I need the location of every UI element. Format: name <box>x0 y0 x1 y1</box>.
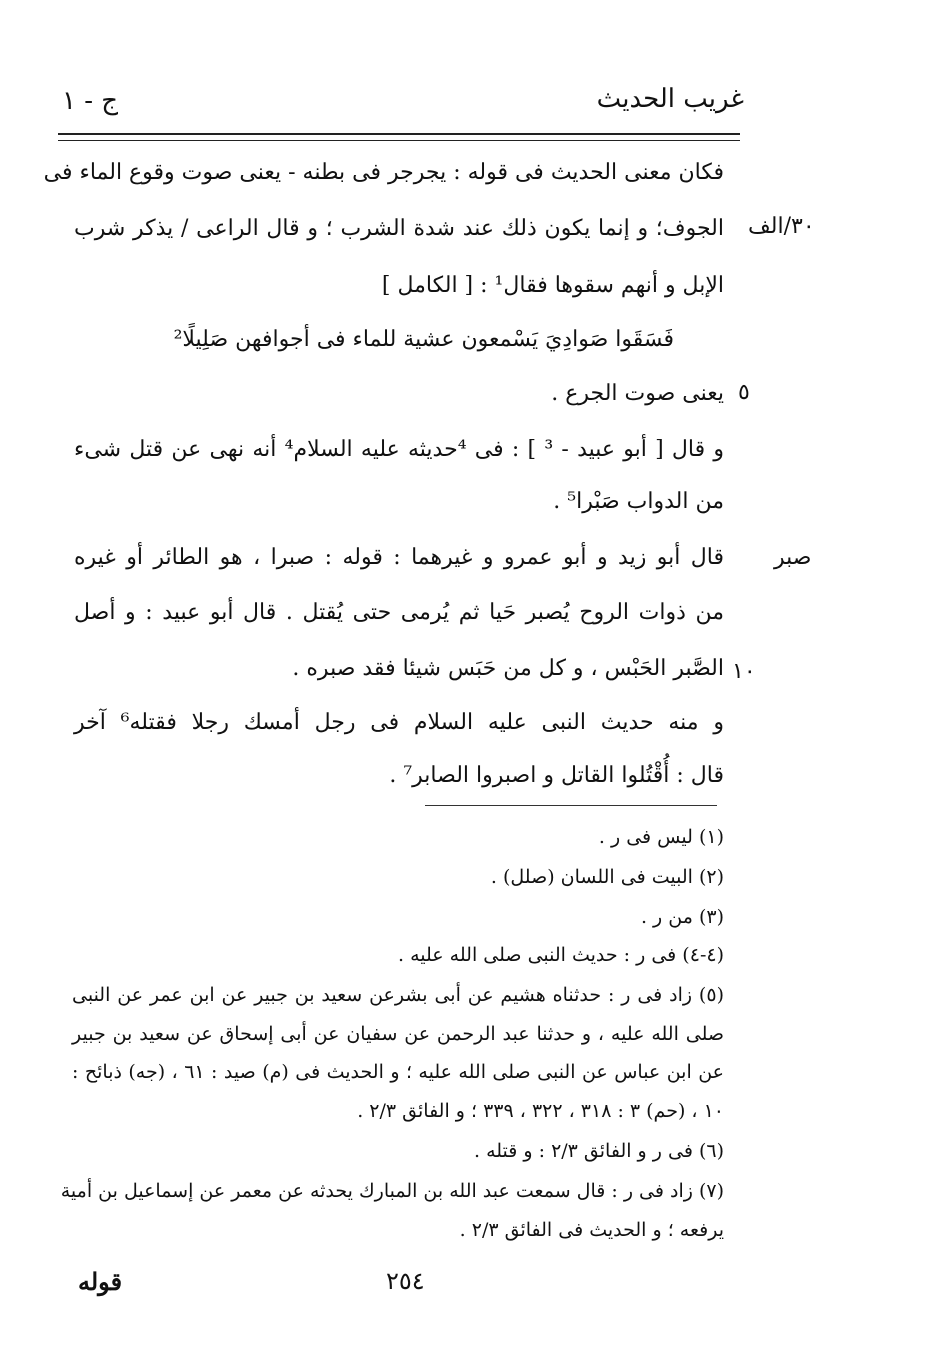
body-line-2: الجوف؛ و إنما يكون ذلك عند شدة الشرب ؛ و قال الراعى / يذكر شرب <box>74 216 724 241</box>
body-line-6: و قال [ أبو عبيد - ³ ] : فى ⁴حديثه عليه السلام⁴ أنه نهى عن قتل شىء <box>74 437 724 462</box>
folio-reference: ٣٠/الف <box>748 214 815 239</box>
header-rule-thick <box>58 133 740 135</box>
footnote-7-line-1: (٧) زاد فى ر : قال سمعت عبد الله بن المبارك يحدثه عن معمر عن إسماعيل بن أمية <box>60 1180 724 1202</box>
header-rule-thin <box>58 140 740 141</box>
body-line-7: من الدواب صَبْرا⁵ . <box>553 489 724 514</box>
footnote-5-line-1: (٥) زاد فى ر : حدثناه هشيم عن أبى بشرعن سعيد بن جبير عن ابن عمر عن النبى <box>72 984 724 1006</box>
body-line-5: يعنى صوت الجرع . <box>551 381 724 406</box>
verse-line: فَسَقَوا صَوادِيَ يَسْمعون عشية للماء فى أجوافهن صَلِيلًا² <box>173 327 674 352</box>
line-number-5: ٥ <box>738 380 750 405</box>
footnote-2: (٢) البيت فى اللسان (صلل) . <box>490 866 724 888</box>
body-line-3: الإبل و أنهم سقوها فقال¹ : [ الكامل ] <box>381 273 724 298</box>
footnote-3: (٣) من ر . <box>640 906 724 928</box>
footnote-4: (٤-٤) فى ر : حديث النبى صلى الله عليه . <box>398 944 724 966</box>
footnote-7-line-2: يرفعه ؛ و الحديث فى الفائق ٢/٣ . <box>459 1219 724 1241</box>
body-line-12: قال : أُقْتُلوا القاتل و اصبروا الصابر⁷ . <box>389 763 724 788</box>
catchword: قوله <box>78 1267 123 1296</box>
body-line-11: و منه حديث النبى عليه السلام فى رجل أمسك رجلا فقتله⁶ آخر <box>74 710 725 735</box>
margin-keyword: صبر <box>774 545 812 570</box>
body-line-1: فكان معنى الحديث فى قوله : يجرجر فى بطنه - يعنى صوت وقوع الماء فى <box>43 160 724 185</box>
volume-label: ج - ١ <box>62 86 119 116</box>
footnote-5-line-2: صلى الله عليه ، و حدثنا عبد الرحمن عن سفيان عن أبى إسحاق عن سعيد بن جبير <box>72 1023 724 1045</box>
body-line-10: الصَّبر الحَبْس ، و كل من حَبَس شيئا فقد صبره . <box>292 656 724 681</box>
page-number: ٢٥٤ <box>386 1267 425 1295</box>
footnote-1: (١) ليس فى ر . <box>598 826 724 848</box>
footnote-separator <box>425 805 717 806</box>
footnote-6: (٦) فى ر و الفائق ٢/٣ : و قتله . <box>473 1140 724 1162</box>
footnote-5-line-3: عن ابن عباس عن النبى صلى الله عليه ؛ و الحديث فى (م) صيد : ٦١ ، (جه) ذبائح : <box>72 1061 724 1083</box>
line-number-10: ١٠ <box>732 659 756 684</box>
body-line-9: من ذوات الروح يُصبر حَيا ثم يُرمى حتى يُقتل . قال أبو عبيد : و أصل <box>74 600 724 625</box>
body-line-8: قال أبو زيد و أبو عمرو و غيرهما : قوله : صبرا ، هو الطائر أو غيره <box>74 545 724 570</box>
running-title: غريب الحديث <box>596 84 744 114</box>
footnote-5-line-4: ١٠ ، (حم) ٣ : ٣١٨ ، ٣٢٢ ، ٣٣٩ ؛ و الفائق ٢/٣ . <box>357 1100 724 1122</box>
